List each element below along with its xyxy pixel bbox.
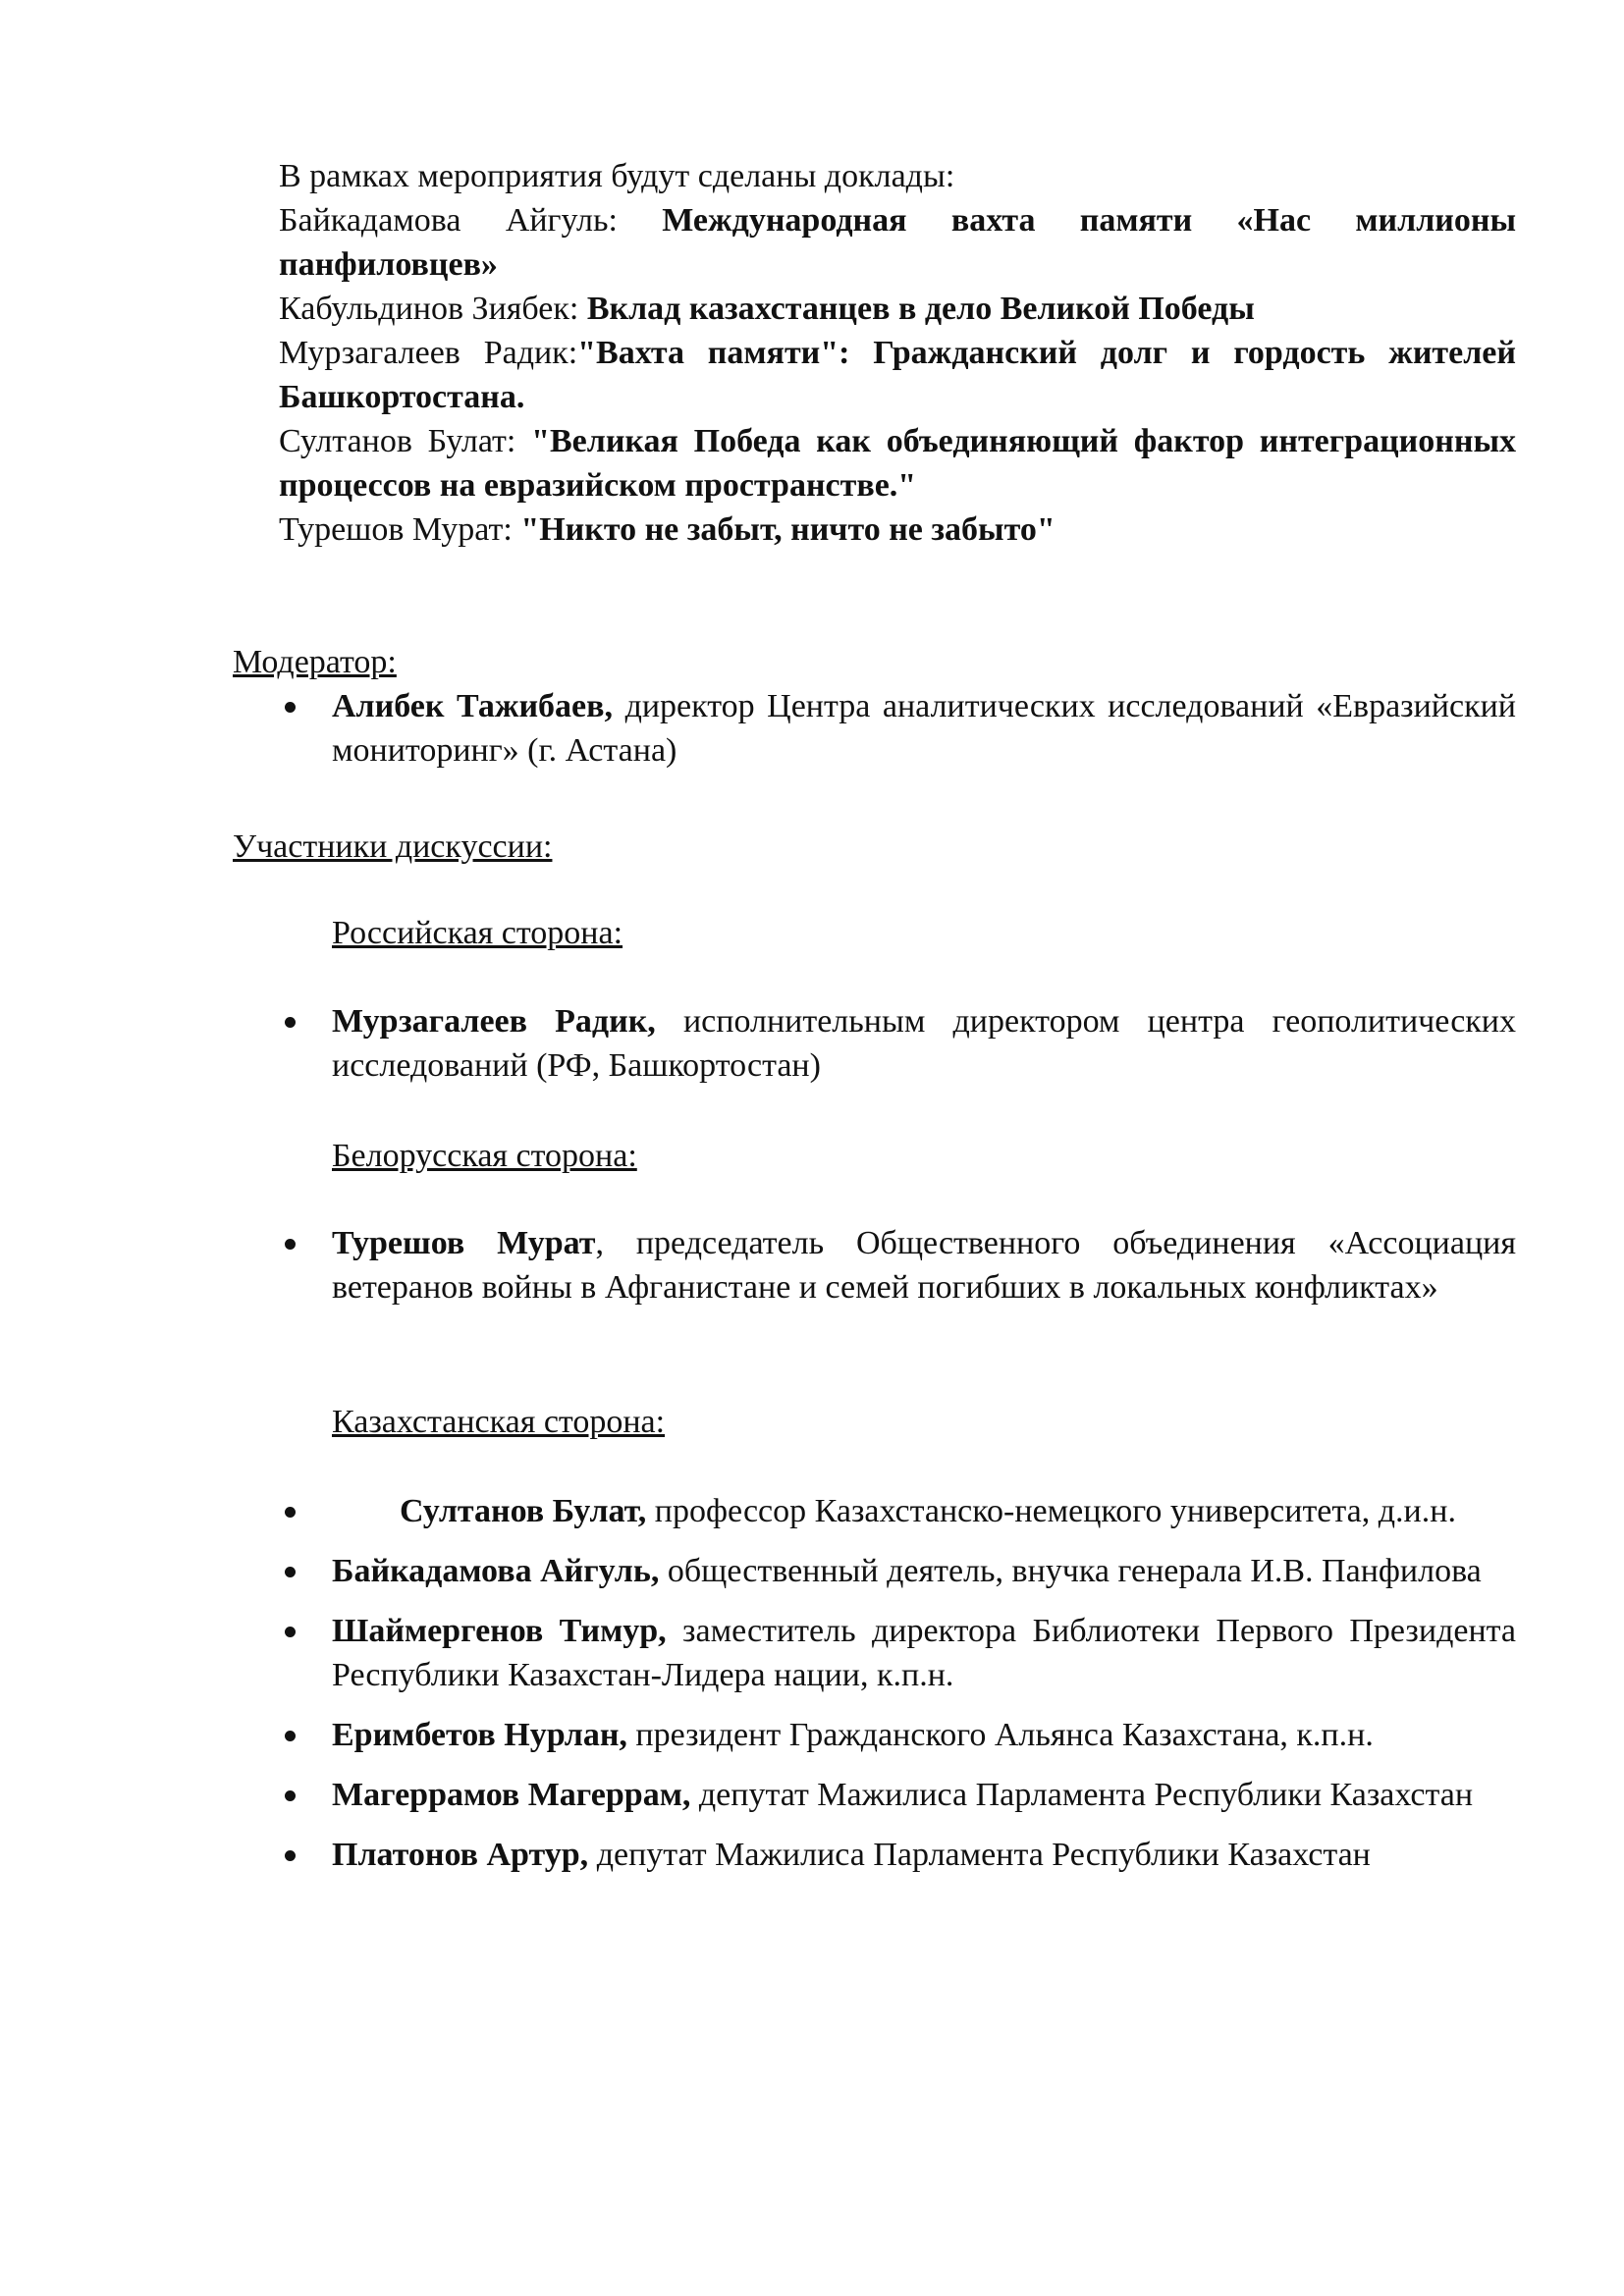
- report-speaker: Байкадамова Айгуль:: [279, 202, 618, 239]
- russia-list: [233, 999, 1516, 1088]
- person-desc: депутат Мажилиса Парламента Республики Казахстан: [698, 1777, 1474, 1813]
- person-desc: директор Центра аналитических исследований «Евразийский мониторинг» (г. Астана): [332, 688, 1517, 769]
- bullet-icon: [285, 702, 296, 713]
- person-desc: заместитель директора Библиотеки Первого Президента Республики Казахстан-Лидера нации, к.п.н.: [332, 1613, 1517, 1693]
- person-desc: президент Гражданского Альянса Казахстана, к.п.н.: [635, 1717, 1374, 1753]
- list-item: [233, 1713, 1516, 1757]
- list-item: [233, 1221, 1516, 1309]
- report-speaker: Кабульдинов Зиябек:: [279, 291, 579, 327]
- list-item: [233, 1773, 1516, 1817]
- report-speaker: Мурзагалеев Радик:: [279, 335, 578, 371]
- list-item: [233, 1609, 1516, 1697]
- report-title: "Никто не забыт, ничто не забыто": [520, 511, 1056, 548]
- person-desc: , председатель Общественного объединения «Ассоциация ветеранов войны в Афганистане и семей погибших в локальных конфликтах»: [332, 1225, 1516, 1306]
- person-desc: общественный деятель, внучка генерала И.В. Панфилова: [667, 1553, 1482, 1589]
- person-name: Платонов Артур,: [332, 1837, 589, 1873]
- person-name: Шаймергенов Тимур,: [332, 1613, 667, 1649]
- report-title: Вклад казахстанцев в дело Великой Победы: [586, 291, 1255, 327]
- bullet-icon: [285, 1850, 296, 1861]
- bullet-icon: [285, 1017, 296, 1028]
- bullet-icon: [285, 1507, 296, 1518]
- report-title: Международная вахта памяти «Нас миллионы панфиловцев»: [279, 202, 1516, 283]
- report-item: [279, 331, 1516, 419]
- list-item: [233, 684, 1516, 773]
- person-name: Байкадамова Айгуль,: [332, 1553, 660, 1589]
- kazakhstan-heading: Казахстанская сторона:: [332, 1404, 666, 1440]
- person-name: Еримбетов Нурлан,: [332, 1717, 627, 1753]
- list-item: [233, 1833, 1516, 1877]
- person-desc: исполнительным директором центра геополитических исследований (РФ, Башкортостан): [332, 1003, 1516, 1084]
- belarus-list: [233, 1221, 1516, 1309]
- report-item: [279, 198, 1516, 287]
- person-name: Турешов Мурат: [332, 1225, 596, 1261]
- person-name: Султанов Булат,: [400, 1493, 647, 1529]
- russia-heading: Российская сторона:: [332, 915, 623, 951]
- bullet-icon: [285, 1627, 296, 1637]
- report-title: "Великая Победа как объединяющий фактор интеграционных процессов на евразийском пространстве.": [279, 423, 1516, 504]
- bullet-icon: [285, 1731, 296, 1741]
- belarus-heading: Белорусская сторона:: [332, 1138, 637, 1174]
- person-name: Мурзагалеев Радик,: [332, 1003, 656, 1040]
- person-desc: профессор Казахстанско-немецкого университета, д.и.н.: [654, 1493, 1456, 1529]
- reports-section: [279, 154, 1516, 552]
- list-item: [233, 1549, 1516, 1593]
- list-item: [233, 1489, 1516, 1533]
- report-item: [279, 419, 1516, 507]
- report-title: "Вахта памяти": Гражданский долг и гордость жителей Башкортостана.: [279, 335, 1516, 415]
- bullet-icon: [285, 1567, 296, 1577]
- report-item: [279, 507, 1516, 552]
- person-name: Алибек Тажибаев,: [332, 688, 614, 724]
- moderator-list: [233, 684, 1516, 773]
- bullet-icon: [285, 1790, 296, 1801]
- moderator-heading: Модератор:: [233, 644, 397, 680]
- person-name: Магеррамов Магеррам,: [332, 1777, 691, 1813]
- report-speaker: Султанов Булат:: [279, 423, 516, 459]
- list-item: [233, 999, 1516, 1088]
- report-speaker: Турешов Мурат:: [279, 511, 513, 548]
- reports-intro: В рамках мероприятия будут сделаны доклады:: [279, 158, 955, 194]
- report-item: [279, 287, 1516, 331]
- kazakhstan-list: [233, 1489, 1516, 1893]
- person-desc: депутат Мажилиса Парламента Республики Казахстан: [596, 1837, 1371, 1873]
- participants-heading: Участники дискуссии:: [233, 828, 553, 865]
- bullet-icon: [285, 1239, 296, 1250]
